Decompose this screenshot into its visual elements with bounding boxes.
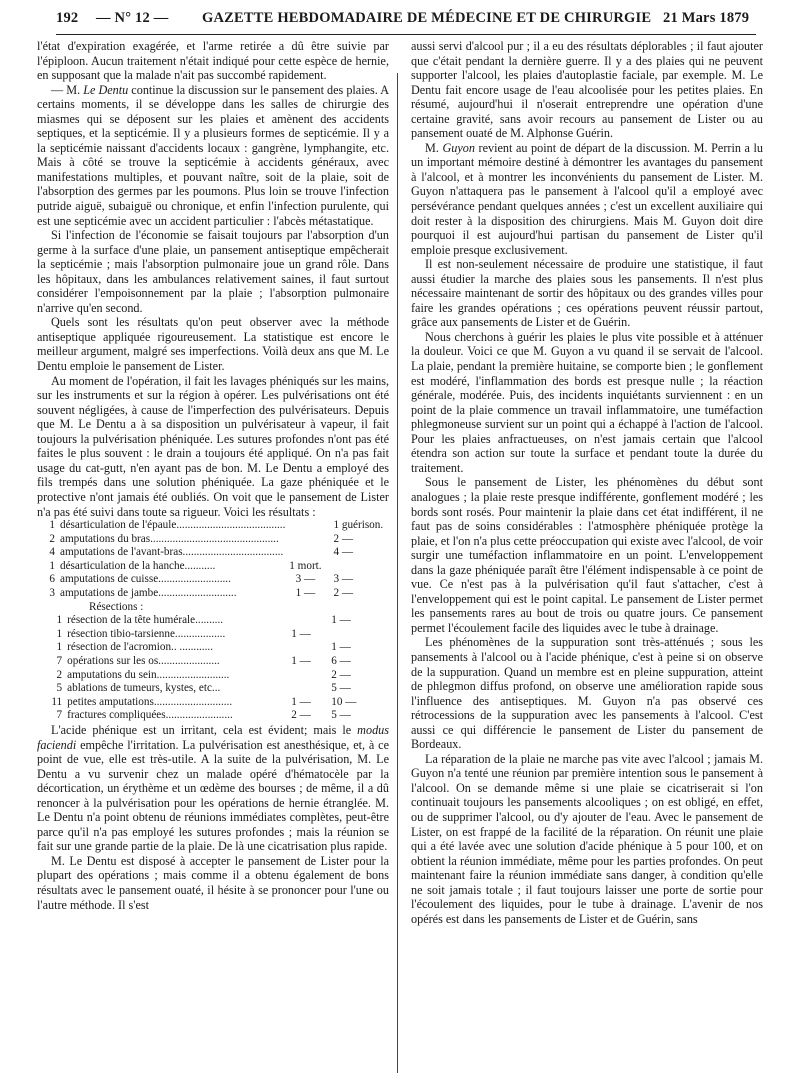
resections-heading: Résections : <box>89 600 144 613</box>
result-deaths: 2 — <box>291 709 311 722</box>
result-deaths <box>285 546 325 560</box>
result-row <box>39 560 389 574</box>
result-count: 2 <box>49 532 55 545</box>
result-cures: 5 — <box>331 709 351 722</box>
paragraph: Au moment de l'opération, il fait les lavages phéniqués sur les mains, sur les instruments et sur la région à opérer. Les pulvérisations ont été souvent négligées, à cause de l'imperfection des pulvérisateurs. Depuis que M. Le Dentu a à sa disposition un pulvérisateur à vapeur, il fait toujours la pulvérisation phéniquée. Les sutures profondes n'ont pas été faites le plus souvent : le drain a toujours été appliqué. On n'a pas fait usage du cat-gutt, n'en ayant pas de bon. M. Le Dentu a employé des fils trempés dans une solution phéniquée. La gaze phéniquée et le protective n'ont jamais été oubliés. On voit que le pansement de Lister n'a pas été suivi dans toute sa rigueur. Voici les résultats : <box>37 373 389 519</box>
left-column <box>37 39 389 912</box>
result-deaths <box>279 641 323 655</box>
result-count: 1 <box>56 627 63 640</box>
result-deaths <box>279 682 323 696</box>
result-row <box>39 709 389 723</box>
result-operation: désarticulation de l'épaule....................................... <box>60 519 286 532</box>
issue-number: — N° 12 — <box>96 10 169 26</box>
result-cures: 1 — <box>331 641 351 654</box>
paragraph: Il est non-seulement nécessaire de produire une statistique, il faut aussi étudier la marche des plaies sous les pansements. Il n'est plus nécessaire maintenant de sortir des hôpitaux ou des grandes villes pour faire les grandes opérations ; ces opérations peuvent réussir partout, grâce aux pansements de Lister et de Guérin. <box>411 257 763 330</box>
column-divider <box>397 73 398 1073</box>
result-operation: désarticulation de la hanche........... <box>60 559 216 572</box>
paragraph: Si l'infection de l'économie se faisait toujours par l'absorption d'un germe à la surface d'une plaie, un pansement antiseptique empêcherait la septicémie ; mais l'absorption pulmonaire joue un grand rôle. Dans les hôpitaux, dans les ambulances relativement saines, il faut surtout considérer l'empoisonnement par la plaie ; l'absorption pulmonaire n'arrive qu'en second. <box>37 228 389 315</box>
result-operation: amputations de jambe............................ <box>60 587 237 600</box>
paragraph: M. Guyon revient au point de départ de la discussion. M. Perrin a lu un important mémoire destiné à démontrer les avantages du pansement à l'alcool, et à montrer les inconvénients du pansement de Lister. M. Guyon n'attaquera pas le pansement à l'alcool qu'il a employé avec persévérance pendant quelques années ; c'est un excellent auxiliaire qui doit rester à la disposition des chirurgiens. Mais M. Guyon doit dire pourquoi il est aujourd'hui partisan du pansement de Lister qu'il emploie presque exclusivement. <box>411 140 763 257</box>
paragraph: — M. Le Dentu continue la discussion sur le pansement des plaies. A certains moments, il se développe dans les salles de chirurgie des miasmes qui se déposent sur les plaies et amènent des accidents septiques, et la septicémie. Il y a plusieurs formes de septicémie. Il y a la septicémie naissant d'accidents locaux : gangrène, lymphangite, etc. Mais à côté se trouve la septicémie à accidents généraux, avec manifestations multiples, et pouvant naître, soit de la plaie, soit de l'absorption des germes par les poumons. Plus loin se trouve l'infection putride aiguë, subaiguë ou chronique, et enfin l'infection purulente, qui est une septicémie avec un accident particulier : l'abcès métastatique. <box>37 82 389 228</box>
result-count: 1 <box>49 519 55 532</box>
result-cures: 3 — <box>333 573 354 586</box>
result-row <box>39 519 389 533</box>
paragraph: L'acide phénique est un irritant, cela est évident; mais le modus faciendi empêche l'irritation. La pulvérisation est anesthésique, et, à ce point de vue, elle est très-utile. A la suite de la pulvérisation, M. Le Dentu a vu survenir chez un malade opéré d'hématocèle par la décortication, un érythème et un œdème des bourses ; de même, il a dû renoncer à la pulvérisation pour les opérations de hernie étranglée. M. Le Dentu n'a point obtenu de réunions immédiates complètes, peut-être parce qu'il n'a pas employé les sutures profondes ; mais la réunion se fait sur une grande partie de la plaie. De là une cicatrisation plus rapide. <box>37 722 389 854</box>
result-cures: 4 — <box>333 546 354 559</box>
resections-table <box>39 614 389 723</box>
header-rule <box>56 34 756 35</box>
result-operation: ablations de tumeurs, kystes, etc... <box>67 682 221 695</box>
result-row <box>39 546 389 560</box>
result-deaths <box>285 533 325 547</box>
result-row <box>39 655 389 669</box>
paragraph: l'état d'expiration exagérée, et l'arme retirée a dû être suivie par l'épiploon. Aucun traitement n'était indiqué pour cette espèce de hernie, en supposant que la malade n'ait pas succombé rapidement. <box>37 39 389 83</box>
result-count: 1 <box>49 559 55 572</box>
result-row <box>39 614 389 628</box>
paragraph: M. Le Dentu est disposé à accepter le pansement de Lister pour la plupart des opérations ; mais comme il a obtenu également de bons résultats avec le pansement ouaté, il hésite à se prononcer pour l'une ou l'autre méthode. Il s'est <box>37 853 389 912</box>
result-cures <box>325 560 389 574</box>
result-count: 7 <box>56 709 63 722</box>
result-deaths <box>279 669 323 683</box>
result-row <box>39 696 389 710</box>
result-cures: 1 guérison. <box>333 519 384 532</box>
result-deaths: 1 mort. <box>289 559 322 572</box>
result-operation: petites amputations............................ <box>67 695 233 708</box>
paragraph: Les phénomènes de la suppuration sont très-atténués ; sous les pansements à l'alcool ou à l'acide phénique, c'est à peine si on observe de la suppuration. Quand un membre est en pleine suppuration, atteint de phlegmon diffus profond, on observe une amélioration rapide sous l'influence des antiseptiques. M. Guyon n'a pas observé ces rétrocessions de la suppuration avec les pansements à l'alcool. C'est aussi ce qui différencie le pansement de Lister du pansement de Bordeaux. <box>411 635 763 752</box>
journal-title: GAZETTE HEBDOMADAIRE DE MÉDECINE ET DE CHIRURGIE <box>202 10 652 26</box>
result-count: 3 <box>49 587 55 600</box>
result-deaths: 1 — <box>291 695 311 708</box>
result-count: 7 <box>56 654 63 667</box>
paragraph: aussi servi d'alcool pur ; il a eu des résultats déplorables ; il faut ajouter que c'était pendant la dernière guerre. Il y a des plaies qui ne peuvent supporter l'alcool, les plaies d'autoplastie faciale, par exemple. M. Le Dentu fait encore usage de l'eau alcoolisée pour les petites plaies. En résumé, aujourd'hui il n'oserait entreprendre une opération d'une certaine gravité, sans avoir recours au pansement de Lister ou au pansement ouaté de M. Alphonse Guérin. <box>411 39 763 141</box>
result-row <box>39 628 389 642</box>
results-table <box>39 519 389 601</box>
result-deaths <box>279 614 323 628</box>
speaker-name: Guyon <box>442 140 475 155</box>
result-deaths: 1 — <box>291 654 311 667</box>
result-operation: opérations sur les os...................... <box>67 654 220 667</box>
result-row <box>39 641 389 655</box>
speaker-name: Le Dentu <box>83 82 129 97</box>
paragraph: Sous le pansement de Lister, les phénomènes du début sont analogues ; la plaie reste presque indifférente, gonflement modéré ; les bords sont rosés. Pour maintenir la plaie dans cet état indifférent, il ne faut pas de soins considérables : l'atmosphère phéniquée protège la plaie, et l'on n'a plus cette préoccupation qui existe avec l'alcool, de voir surgir une tuméfaction inflammatoire en un point. L'enveloppement dans la gaze phéniquée paraît être l'élément indispensable à ce point de vue. Ce n'est pas à la pulvérisation qu'il faut s'attacher, c'est à l'enveloppement qui est le point capital. Le pansement de Lister permet les pansements rares au bout de trois ou quatre jours. Ce pansement permet l'écoulement facile des liquides avec le tube à drainage. <box>411 475 763 635</box>
issue-date: 21 Mars 1879 <box>663 10 750 26</box>
result-operation: résection tibio-tarsienne.................. <box>67 627 226 640</box>
running-header <box>56 6 756 32</box>
result-operation: fractures compliquées........................ <box>67 709 233 722</box>
paragraph: La réparation de la plaie ne marche pas vite avec l'alcool ; jamais M. Guyon n'a tenté une réunion par première intention sous le pansement à l'alcool. On se demande même si une plaie se cicatriserait si l'on continuait toujours les pansements alcooliques ; on est obligé, en effet, ou de supprimer l'alcool, ou d'y ajouter de l'eau. Avec le pansement de Lister, on est frappé de la facilité de la réparation. On réunit une plaie qui a été lavée avec une solution d'acide phénique à 5 pour 100, et on obtient la réunion immédiate, même pour les parties profondes. On peut maintenant faire la réunion immédiate sans danger, à condition qu'elle ne soit jamais totale ; il faut toujours laisser une porte de sortie pour l'écoulement des liquides, pour le tube à drainage. L'avenir de nos opérés est dans les pansements de Lister et de Guérin, sans <box>411 751 763 926</box>
latin-phrase: modus faciendi <box>37 722 389 752</box>
result-operation: amputations du sein.......................... <box>67 668 230 681</box>
result-count: 6 <box>49 573 55 586</box>
result-count: 4 <box>49 546 55 559</box>
page-number: 192 <box>56 10 79 26</box>
result-row <box>39 533 389 547</box>
result-operation: résection de l'acromion.. ............ <box>67 641 213 654</box>
result-cures: 10 — <box>331 695 357 708</box>
result-cures: 5 — <box>331 682 351 695</box>
result-operation: amputations de cuisse.......................... <box>60 573 231 586</box>
result-row <box>39 682 389 696</box>
result-row <box>39 573 389 587</box>
result-row <box>39 587 389 601</box>
result-row <box>39 669 389 683</box>
result-deaths <box>285 519 325 533</box>
result-count: 11 <box>51 695 63 708</box>
result-count: 1 <box>56 641 63 654</box>
result-operation: résection de la tête humérale.......... <box>67 614 224 627</box>
result-count: 2 <box>56 668 63 681</box>
result-cures <box>323 628 389 642</box>
result-cures: 2 — <box>333 532 354 545</box>
result-operation: amputations du bras.............................................. <box>60 532 279 545</box>
result-cures: 6 — <box>331 654 351 667</box>
result-count: 1 <box>56 614 63 627</box>
result-cures: 2 — <box>331 668 351 681</box>
result-cures: 2 — <box>333 587 354 600</box>
result-cures: 1 — <box>331 614 351 627</box>
result-count: 5 <box>56 682 63 695</box>
paragraph: Quels sont les résultats qu'on peut observer avec la méthode antiseptique appliquée rigoureusement. La statistique est encore le meilleur argument, malgré ses imperfections. Voilà deux ans que M. Le Dentu emploie le pansement de Lister. <box>37 315 389 374</box>
result-deaths: 1 — <box>291 627 311 640</box>
result-deaths: 1 — <box>295 587 316 600</box>
result-deaths: 3 — <box>295 573 316 586</box>
result-operation: amputations de l'avant-bras.................................... <box>60 546 284 559</box>
right-column <box>411 39 763 926</box>
paragraph: Nous cherchons à guérir les plaies le plus vite possible et à atténuer la douleur. Voici ce que M. Guyon a vu quand il se servait de l'alcool. La plaie, pendant la première huitaine, se comporte bien ; le gonflement est modéré, l'inflammation des bords est presque nulle ; la réaction générale, modérée. Puis, des incidents inquiétants surviennent : en un point de la plaie commence un travail inflammatoire, une tuméfaction phlegmoneuse survient sur un point qui a échappé à l'action de l'alcool. Pour les plaies anfractueuses, on n'est jamais certain que l'alcool étendra son action sur toute la surface et pendant toute la durée du traitement. <box>411 329 763 475</box>
